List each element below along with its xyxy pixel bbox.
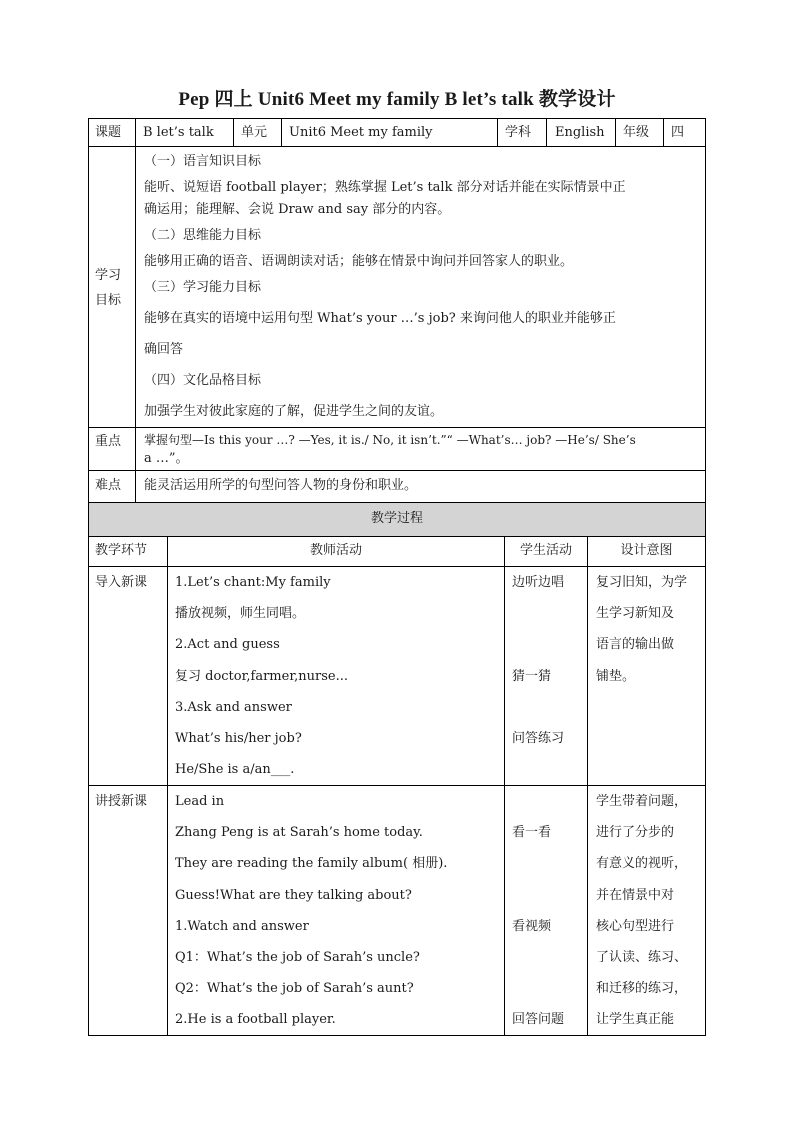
table-border [88,1035,706,1036]
student-activity-line: 看视频 [512,919,552,934]
table-border [88,566,706,567]
key-points-label: 重点 [95,434,122,449]
table-border [546,118,547,146]
key-points-text: 掌握句型—Is this your …? —Yes, it is./ No, it isn’t.”“ —What’s… job? —He’s/ She’s [144,433,636,447]
intent-line: 进行了分步的 [596,825,675,840]
student-activity-line: 问答练习 [512,731,565,746]
objective-text: 加强学生对彼此家庭的了解，促进学生之间的友谊。 [144,404,444,419]
topic-label: 课题 [95,125,122,140]
table-border [88,536,706,537]
student-activity-line: 边听边唱 [512,575,565,590]
table-border [88,427,706,428]
unit-value: Unit6 Meet my family [289,125,433,140]
difficulty-text: 能灵活运用所学的句型问答人物的身份和职业。 [144,478,418,493]
difficulty-label: 难点 [95,478,122,493]
intent-line: 铺垫。 [596,669,636,684]
intent-line: 让学生真正能 [596,1012,675,1027]
objective-heading: （三）学习能力目标 [144,280,262,295]
intent-line: 复习旧知，为学 [596,575,688,590]
teacher-activity-line: What’s his/her job? [175,731,302,746]
table-border [88,118,706,119]
objective-heading: （二）思维能力目标 [144,228,262,243]
header-stage: 教学环节 [95,543,148,558]
subject-label: 学科 [505,125,532,140]
table-border [281,118,282,146]
objective-text: 确运用；能理解、会说 Draw and say 部分的内容。 [144,202,451,217]
objective-text: 能够在真实的语境中运用句型 What’s your …’s job? 来询问他人的职业并能够正 [144,311,616,326]
table-border [88,118,89,1036]
table-border [663,118,664,146]
header-intent: 设计意图 [620,543,673,558]
teacher-activity-line: He/She is a/an___. [175,762,295,777]
grade-label: 年级 [623,125,650,140]
objective-heading: （一）语言知识目标 [144,154,262,169]
table-border [705,118,706,1036]
intent-line: 并在情景中对 [596,888,675,903]
intent-line: 学生带着问题， [596,794,688,809]
teacher-activity-line: 1.Watch and answer [175,919,309,934]
teacher-activity-line: 2.Act and guess [175,637,280,652]
teacher-activity-line: Guess!What are they talking about? [175,888,412,903]
stage-label: 导入新课 [95,575,148,590]
table-border [615,118,616,146]
teacher-activity-line: Q1：What’s the job of Sarah’s uncle? [175,950,420,965]
document-title: Pep 四上 Unit6 Meet my family B let’s talk 教学设计 [178,89,616,110]
table-border [504,536,505,1036]
grade-value: 四 [671,125,685,140]
teacher-activity-line: 复习 doctor,farmer,nurse... [175,669,348,684]
teacher-activity-line: They are reading the family album( 相册). [175,856,448,871]
intent-line: 和迁移的练习， [596,981,688,996]
objective-text: 能够用正确的语音、语调朗读对话；能够在情景中询问并回答家人的职业。 [144,254,574,269]
process-banner: 教学过程 [370,511,423,526]
table-border [88,146,706,147]
key-points-text: a …”。 [144,451,189,466]
intent-line: 有意义的视听， [596,856,688,871]
table-border [88,502,706,503]
intent-line: 生学习新知及 [596,606,675,621]
teacher-activity-line: Lead in [175,794,225,809]
objectives-label: 目标 [95,293,122,308]
table-border [167,536,168,1036]
teacher-activity-line: 播放视频，师生同唱。 [175,606,306,621]
teacher-activity-line: 1.Let’s chant:My family [175,575,331,590]
objective-heading: （四）文化品格目标 [144,373,262,388]
intent-line: 语言的输出做 [596,637,675,652]
table-border [497,118,498,146]
table-border [88,785,706,786]
table-border [135,118,136,503]
objective-text: 确回答 [144,342,184,357]
student-activity-line: 看一看 [512,825,552,840]
unit-label: 单元 [241,125,268,140]
teacher-activity-line: 2.He is a football player. [175,1012,336,1027]
table-border [233,118,234,146]
objectives-label: 学习 [95,268,122,283]
subject-value: English [555,125,605,140]
teacher-activity-line: Zhang Peng is at Sarah’s home today. [175,825,423,840]
teacher-activity-line: 3.Ask and answer [175,700,292,715]
intent-line: 了认读、练习、 [596,950,688,965]
objective-text: 能听、说短语 football player；熟练掌握 Let’s talk 部分对话并能在实际情景中正 [144,180,626,195]
student-activity-line: 猜一猜 [512,669,552,684]
teacher-activity-line: Q2：What’s the job of Sarah’s aunt? [175,981,414,996]
header-student: 学生活动 [519,543,572,558]
table-border [587,536,588,1036]
topic-value: B let’s talk [143,125,214,140]
student-activity-line: 回答问题 [512,1012,565,1027]
stage-label: 讲授新课 [95,794,148,809]
table-border [88,470,706,471]
header-teacher: 教师活动 [309,543,362,558]
intent-line: 核心句型进行 [596,919,675,934]
